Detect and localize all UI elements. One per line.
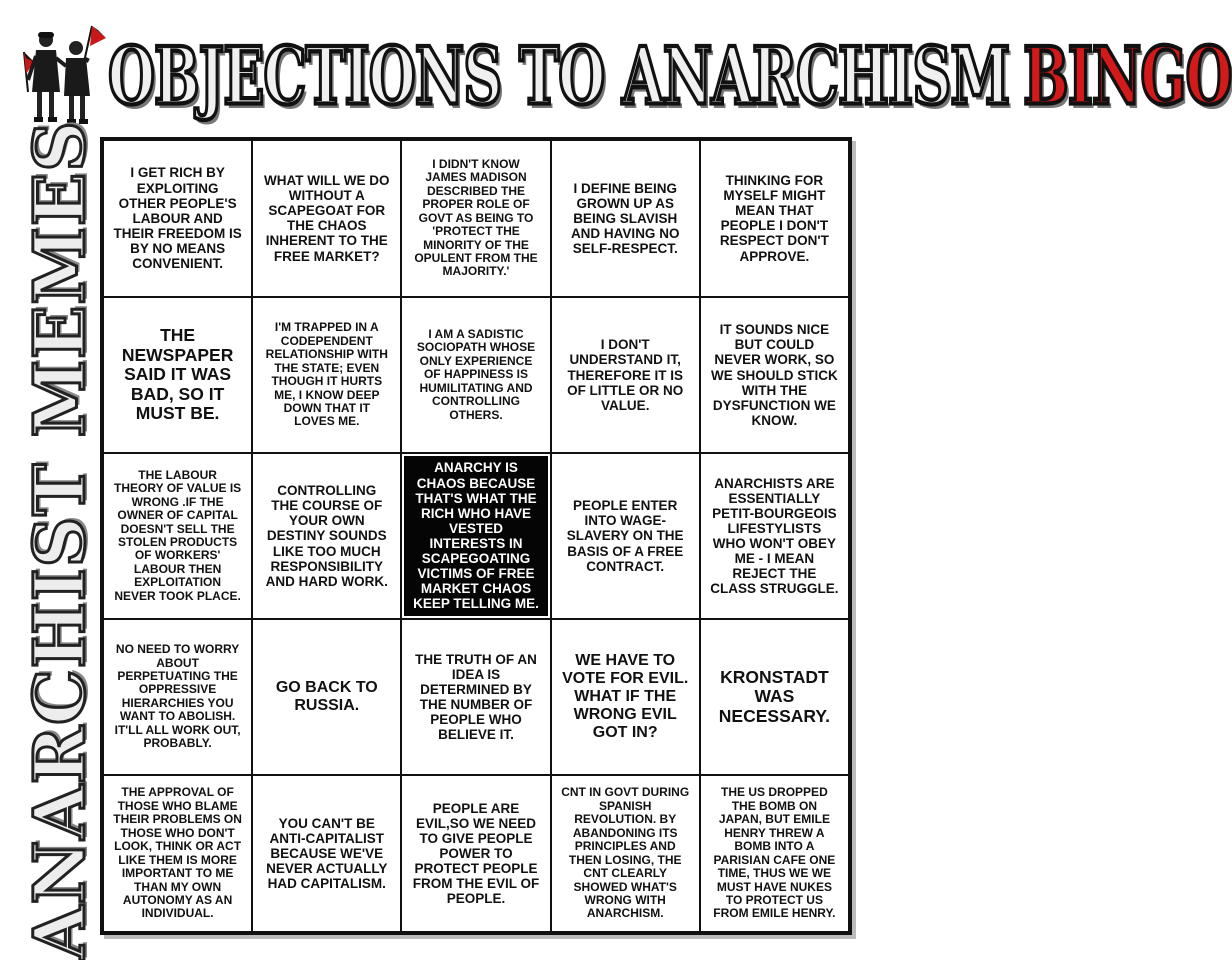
title-main: OBJECTIONS TO ANARCHISM — [108, 29, 1010, 123]
bingo-cell-text: THE APPROVAL OF THOSE WHO BLAME THEIR PROBLEMS ON THOSE WHO DON'T LOOK, THINK OR ACT LIKE THEM IS MORE IMPORTANT TO ME THAN MY OWN AUTONOMY AS AN INDIVIDUAL. — [113, 785, 242, 921]
side-banner-label: ANARCHIST MEMES — [18, 120, 101, 960]
bingo-cell[interactable] — [252, 297, 401, 454]
bingo-cell[interactable] — [401, 775, 550, 932]
bingo-cell[interactable] — [103, 297, 252, 454]
side-banner — [8, 120, 110, 960]
bingo-cell-text: WE HAVE TO VOTE FOR EVIL. WHAT IF THE WRONG EVIL GOT IN? — [562, 652, 689, 741]
bingo-cell-text: KRONSTADT WAS NECESSARY. — [718, 666, 830, 726]
title-bingo: BINGO — [1023, 29, 1232, 123]
bingo-cell-text: NO NEED TO WORRY ABOUT PERPETUATING THE OPPRESSIVE HIERARCHIES YOU WANT TO ABOLISH. IT'LL ALL WORK OUT, PROBABLY. — [114, 642, 241, 751]
bingo-cell-text: I AM A SADISTIC SOCIOPATH WHOSE ONLY EXPERIENCE OF HAPPINESS IS HUMILITATING AND CONTROLLING OTHERS. — [416, 327, 536, 422]
bingo-cell[interactable] — [252, 453, 401, 618]
children-with-flags-illustration — [18, 22, 110, 130]
bingo-cell-text: I'M TRAPPED IN A CODEPENDENT RELATIONSHIP WITH THE STATE; EVEN THOUGH IT HURTS ME, I KNOW DEEP DOWN THAT IT LOVES ME. — [265, 320, 388, 429]
bingo-cell[interactable] — [103, 453, 252, 618]
bingo-cell-text: I GET RICH BY EXPLOITING OTHER PEOPLE'S LABOUR AND THEIR FREEDOM IS BY NO MEANS CONVENIENT. — [113, 165, 242, 272]
bingo-free-cell[interactable] — [401, 453, 550, 618]
bingo-cell-text: THE TRUTH OF AN IDEA IS DETERMINED BY THE NUMBER OF PEOPLE WHO BELIEVE IT. — [415, 651, 537, 743]
page-title — [108, 29, 1232, 123]
bingo-cell[interactable] — [252, 619, 401, 776]
bingo-cell-text: I DIDN'T KNOW JAMES MADISON DESCRIBED THE PROPER ROLE OF GOVT AS BEING TO 'PROTECT THE MINORITY OF THE OPULENT FROM THE MAJORITY.' — [414, 156, 538, 279]
bingo-cell-text: THE LABOUR THEORY OF VALUE IS WRONG .IF THE OWNER OF CAPITAL DOESN'T SELL THE STOLEN PRODUCTS OF WORKERS' LABOUR THEN EXPLOITATION NEVER TOOK PLACE. — [114, 467, 242, 603]
bingo-cell[interactable] — [252, 140, 401, 297]
bingo-cell[interactable] — [551, 619, 700, 776]
bingo-cell[interactable] — [103, 619, 252, 776]
bingo-cell[interactable] — [401, 140, 550, 297]
bingo-cell-text: PEOPLE ARE EVIL,SO WE NEED TO GIVE PEOPLE POWER TO PROTECT PEOPLE FROM THE EVIL OF PEOPLE. — [412, 800, 540, 907]
bingo-cell-text: CONTROLLING THE COURSE OF YOUR OWN DESTINY SOUNDS LIKE TOO MUCH RESPONSIBILITY AND HARD WORK. — [265, 483, 388, 589]
bingo-cell[interactable] — [551, 140, 700, 297]
bingo-cell[interactable] — [551, 775, 700, 932]
bingo-cell[interactable] — [401, 297, 550, 454]
bingo-cell-text: THE NEWSPAPER SAID IT WAS BAD, SO IT MUST BE. — [121, 325, 234, 424]
bingo-cell-text: PEOPLE ENTER INTO WAGE-SLAVERY ON THE BASIS OF A FREE CONTRACT. — [566, 498, 684, 574]
bingo-cell[interactable] — [700, 140, 849, 297]
bingo-cell-text: I DEFINE BEING GROWN UP AS BEING SLAVISH AND HAVING NO SELF-RESPECT. — [570, 180, 680, 257]
bingo-cell-text: ANARCHISTS ARE ESSENTIALLY PETIT-BOURGEOIS LIFESTYLISTS WHO WON'T OBEY ME - I MEAN REJECT THE CLASS STRUGGLE. — [710, 475, 839, 597]
header — [0, 0, 1232, 130]
bingo-cell[interactable] — [700, 619, 849, 776]
bingo-cell[interactable] — [401, 619, 550, 776]
bingo-cell-text: WHAT WILL WE DO WITHOUT A SCAPEGOAT FOR THE CHAOS INHERENT TO THE FREE MARKET? — [264, 173, 390, 264]
bingo-cell[interactable] — [700, 297, 849, 454]
bingo-cell[interactable] — [103, 140, 252, 297]
bingo-cell-text: I DON'T UNDERSTAND IT, THEREFORE IT IS OF LITTLE OR NO VALUE. — [567, 337, 684, 413]
bingo-cell-text: IT SOUNDS NICE BUT COULD NEVER WORK, SO WE SHOULD STICK WITH THE DYSFUNCTION WE KNOW. — [711, 322, 838, 428]
bingo-cell-text: ANARCHY IS CHAOS BECAUSE THAT'S WHAT THE RICH WHO HAVE VESTED INTERESTS IN SCAPEGOATING VICTIMS OF FREE MARKET CHAOS KEEP TELLING ME. — [413, 460, 539, 612]
bingo-cell[interactable] — [252, 775, 401, 932]
bingo-cell-text: CNT IN GOVT DURING SPANISH REVOLUTION. BY ABANDONING ITS PRINCIPLES AND THEN LOSING, THE CNT CLEARLY SHOWED WHAT'S WRONG WITH ANARCHISM. — [561, 785, 690, 921]
bingo-cell[interactable] — [551, 297, 700, 454]
bingo-cell[interactable] — [700, 775, 849, 932]
bingo-card — [100, 137, 852, 935]
bingo-cell[interactable] — [103, 775, 252, 932]
bingo-cell-text: GO BACK TO RUSSIA. — [275, 679, 378, 714]
bingo-cell-text: THE US DROPPED THE BOMB ON JAPAN, BUT EMILE HENRY THREW A BOMB INTO A PARISIAN CAFE ONE TIME, THUS WE WE MUST HAVE NUKES TO PROTECT US FROM EMILE HENRY. — [713, 785, 836, 921]
bingo-cell[interactable] — [700, 453, 849, 618]
bingo-cell-text: THINKING FOR MYSELF MIGHT MEAN THAT PEOPLE I DON'T RESPECT DON'T APPROVE. — [719, 173, 829, 264]
bingo-cell-text: YOU CAN'T BE ANTI-CAPITALIST BECAUSE WE'VE NEVER ACTUALLY HAD CAPITALISM. — [266, 815, 388, 892]
bingo-cell[interactable] — [551, 453, 700, 618]
